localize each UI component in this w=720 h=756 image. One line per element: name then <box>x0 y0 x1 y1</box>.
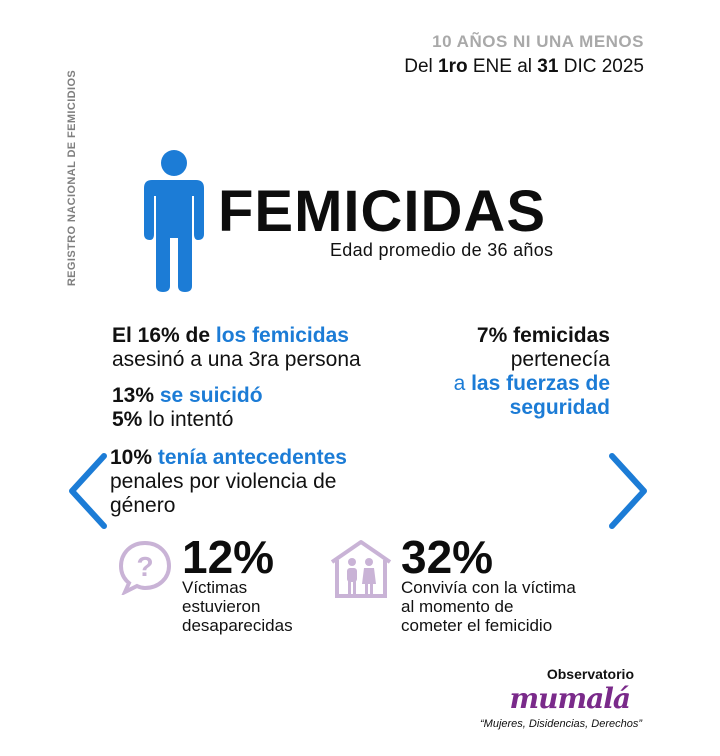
average-age: Edad promedio de 36 años <box>330 240 554 260</box>
next-arrow-button[interactable] <box>608 452 650 530</box>
svg-text:?: ? <box>136 551 154 582</box>
family-house-icon <box>328 538 394 600</box>
stat-security-forces: 7% femicidas pertenecía a las fuerzas de seguridad <box>453 324 610 419</box>
tagline: “Mujeres, Disidencias, Derechos” <box>480 718 642 730</box>
person-icon <box>144 150 204 292</box>
mumala-logo: mumalá <box>509 682 630 715</box>
previous-arrow-button[interactable] <box>66 452 108 530</box>
side-label: REGISTRO NACIONAL DE FEMICIDIOS <box>66 69 78 287</box>
stat-cohabitation-value: 32% <box>401 531 494 583</box>
question-bubble-icon <box>117 539 173 595</box>
campaign-label: 10 AÑOS NI UNA MENOS <box>432 32 644 51</box>
observatorio-label: Observatorio <box>546 666 634 682</box>
stat-suicide: 13% se suicidó 5% lo intentó <box>112 384 263 431</box>
stat-antecedents: 10% tenía antecedentes penales por violencia de género <box>110 446 347 517</box>
stat-missing-label: Víctimas estuvieron desaparecidas <box>182 578 293 635</box>
stat-missing-value: 12% <box>182 531 275 583</box>
stat-cohabitation-label: Convivía con la víctima al momento de cometer el femicidio <box>401 578 576 635</box>
date-range: Del 1ro ENE al 31 DIC 2025 <box>404 56 644 77</box>
stat-third-person: El 16% de los femicidas asesinó a una 3ra persona <box>112 324 361 371</box>
page-title: FEMICIDAS <box>218 179 546 244</box>
